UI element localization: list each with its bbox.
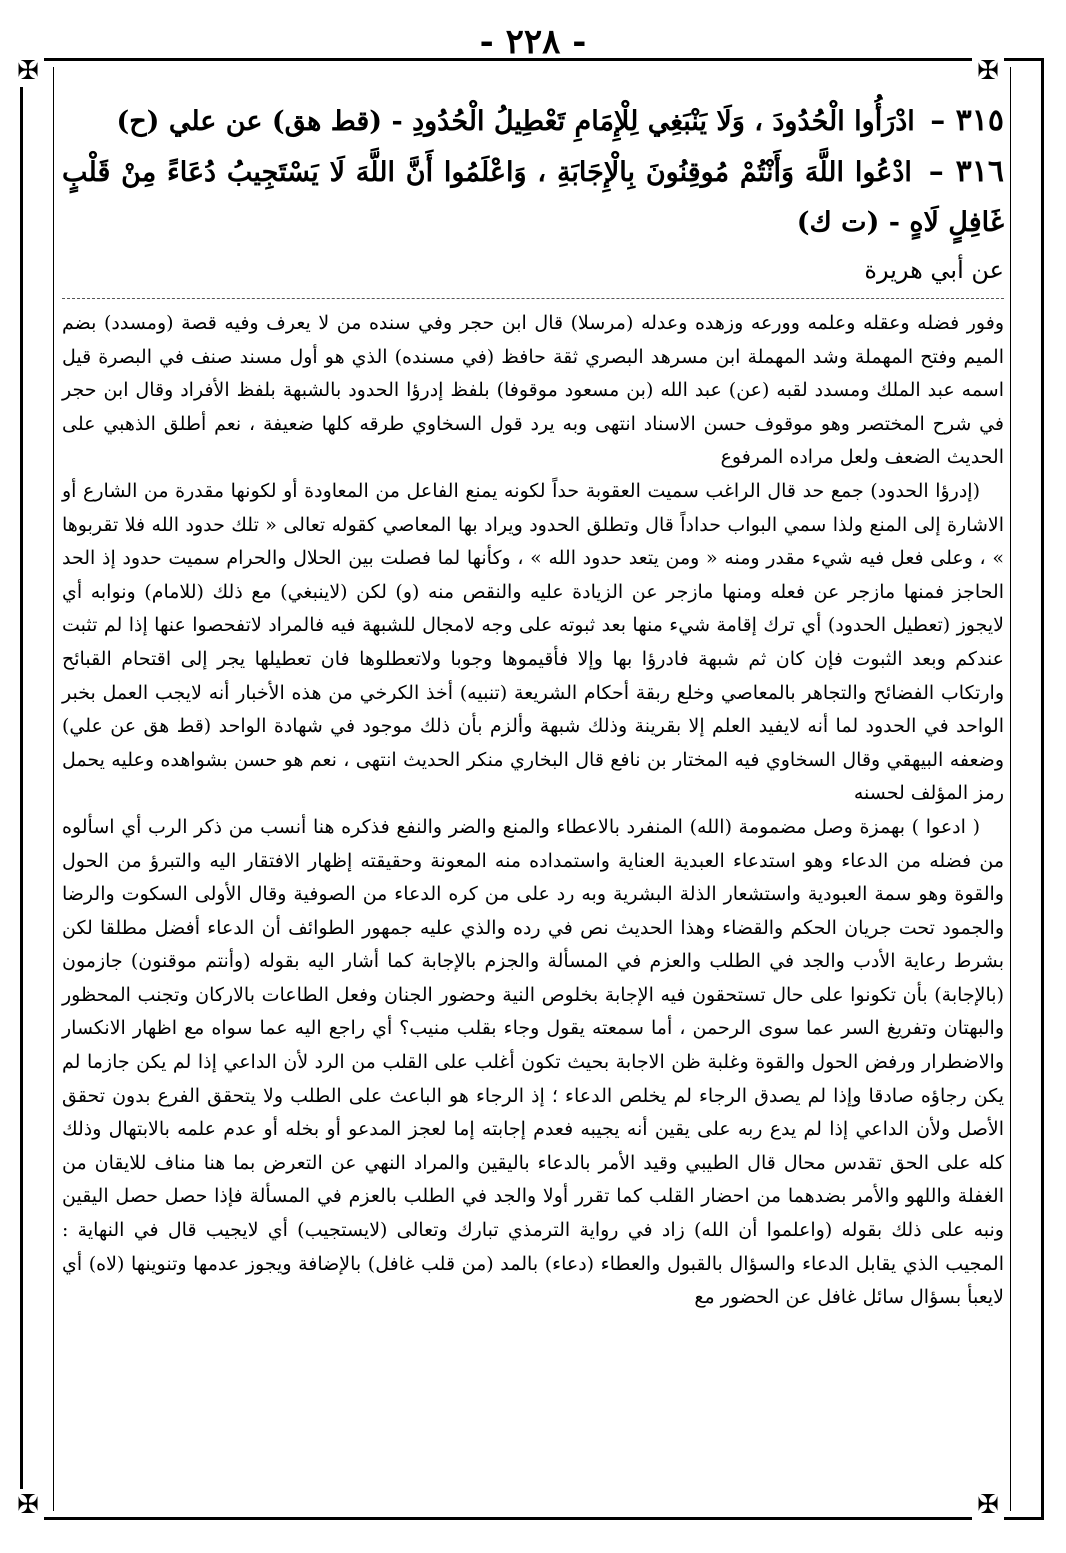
corner-ornament-icon: ✠ — [972, 1489, 1004, 1521]
hadith-text: ادْرَأُوا الْحُدُودَ ، وَلَا يَنْبَغِي لِلْإِمَامِ تَعْطِيلُ الْحُدُودِ - (قط هق) عن علي (ح) — [116, 106, 915, 137]
hadith-316 — [62, 147, 1004, 248]
corner-ornament-icon: ✠ — [972, 55, 1004, 87]
page-body — [62, 96, 1004, 1315]
hadith-315 — [62, 96, 1004, 147]
page-number: - ٢٢٨ - — [479, 22, 587, 62]
hadith-316-source: عن أبي هريرة — [864, 256, 1004, 284]
corner-ornament-icon: ✠ — [12, 55, 44, 87]
section-divider — [62, 298, 1004, 299]
commentary-paragraph: (إدرؤا الحدود) جمع حد قال الراغب سميت العقوبة حداً لكونه يمنع الفاعل من المعاودة أو لكونها مقدرة من الشارع أو الاشارة إلى المنع ولذا سمي البواب حداداً قال وتطلق الحدود ويراد بها المعاصي كقوله تعالى « تلك حدود الله فلا تقربوها » ، وعلى فعل فيه شيء مقدر ومنه « ومن يتعد حدود الله » ، وكأنها لما فصلت بين الحلال والحرام سميت حدود إذ الحد الحاجز فمنها مازجر عن فعله ومنها مازجر عن الزيادة عليه والنقص منه (و) لكن (لاينبغي) مع ذلك (للامام) ونوابه أي لايجوز (تعطيل الحدود) أي ترك إقامة شيء منها بعد ثبوته على وجه لامجال للشبهة فيه فالمراد لاتفحصوا عنها إذا لم تثبت عندكم وبعد الثبوت فإن كان ثم شبهة فادرؤا بها وإلا فأقيموها وجوبا ولاتعطلوها فان تعطيلها يجر إلى اقتحام القبائح وارتكاب الفضائح والتجاهر بالمعاصي وخلع ربقة أحكام الشريعة (تنبيه) أخذ الكرخي من هذه الأخبار أنه لايجب العمل بخبر الواحد في الحدود لما أنه لايفيد العلم إلا بقرينة وذلك شبهة وألزم بأن ذلك موجود في شهادة الواحد (قط هق عن علي) وضعفه البيهقي وقال السخاوي فيه المختار بن نافع قال البخاري منكر الحديث انتهى ، نعم هو حسن بشواهده وعليه يحمل رمز المؤلف لحسنه — [62, 479, 1004, 805]
commentary-paragraph: ( ادعوا ) بهمزة وصل مضمومة (الله) المنفرد بالاعطاء والمنع والضر والنفع فذكره هنا أنسب من ذكر الرب أي اسألوه من فضله من الدعاء وهو استدعاء العبدية العناية واستمداده منه المعونة وحقيقته إظهار الافتقار اليه والتبرؤ من الحول والقوة وهو سمة العبودية واستشعار الذلة البشرية وبه رد على من كره الدعاء من الصوفية وقال الأولى السكوت والرضا والجمود تحت جريان الحكم والقضاء وهذا الحديث نص في رده والذي عليه جمهور الطوائف أن الدعاء أفضل مطلقا لكن بشرط رعاية الأدب والجد في الطلب والعزم في المسألة والجزم بالإجابة كما أشار اليه بقوله (وأنتم موقنون) جازمون (بالإجابة) بأن تكونوا على حال تستحقون فيه الإجابة بخلوص النية وحضور الجنان وفعل الطاعات بالاركان وتجنب المحظور والبهتان وتفريغ السر عما سوى الرحمن ، أما سمعته يقول وجاء بقلب منيب؟ أي راجع اليه عما سواه مع اظهار الانكسار والاضطرار ورفض الحول والقوة وغلبة ظن الاجابة بحيث تكون أغلب على القلب من الرد لأن الداعي إذا لم يكن جازما لم يكن رجاؤه صادقا وإذا لم يصدق الرجاء لم يخلص الدعاء ؛ إذ الرجاء هو الباعث على الطلب ولا يتحقق الفرع بدون تحقق الأصل ولأن الداعي إذا لم يدع ربه على يقين أنه يجيبه فعدم إجابته إما لعجز المدعو أو بخله أو عدم علمه بالابتهال وذلك كله على الحق تقدس محال قال الطيبي وقيد الأمر بالدعاء باليقين والمراد النهي عن التعرض بما هنا مناف للايقان من الغفلة واللهو والأمر بضدهما من احضار القلب كما تقرر أولا والجد في الطلب بالعزم في المسألة فإذا حصل حصل اليقين ونبه على ذلك بقوله (واعلموا أن الله) زاد في رواية الترمذي تبارك وتعالى (لايستجيب) أي لايجيب قال في النهاية : المجيب الذي يقابل الدعاء والسؤال بالقبول والعطاء (دعاء) بالمد (من قلب غافل) بالإضافة ويجوز عدمها وتنوينها (لاه) أي لايعبأ بسؤال سائل غافل عن الحضور مع — [62, 815, 1004, 1309]
hadith-text: ادْعُوا اللَّهَ وَأَنْتُمْ مُوقِنُونَ بِالْإِجَابَةِ ، وَاعْلَمُوا أَنَّ اللَّهَ لَا يَسْتَجِيبُ دُعَاءً مِنْ قَلْبٍ غَافِلٍ لَاهٍ - (ت ك) — [62, 157, 1004, 238]
hadith-number: ٣١٥ – — [930, 103, 1004, 138]
commentary-paragraph: وفور فضله وعقله وعلمه وورعه وزهده وعدله (مرسلا) قال ابن حجر وفي سنده من لا يعرف وفيه قصة (ومسدد) بضم الميم وفتح المهملة وشد المهملة ابن مسرهد البصري ثقة حافظ (في مسنده) الذي هو أول مسند صنف في البصرة قيل اسمه عبد الملك ومسدد لقبه (عن) عبد الله (بن مسعود موقوفا) بلفظ إدرؤا الحدود بالشبهة بلفظ الأفراد وقال ابن حجر في شرح المختصر وهو موقوف حسن الاسناد انتهى وبه يرد قول السخاوي طرقه كلها ضعيفة ، نعم أطلق الذهبي على الحديث الضعف ولعل مراده المرفوع — [62, 312, 1004, 469]
corner-ornament-icon: ✠ — [12, 1489, 44, 1521]
hadith-number: ٣١٦ – — [928, 154, 1004, 189]
